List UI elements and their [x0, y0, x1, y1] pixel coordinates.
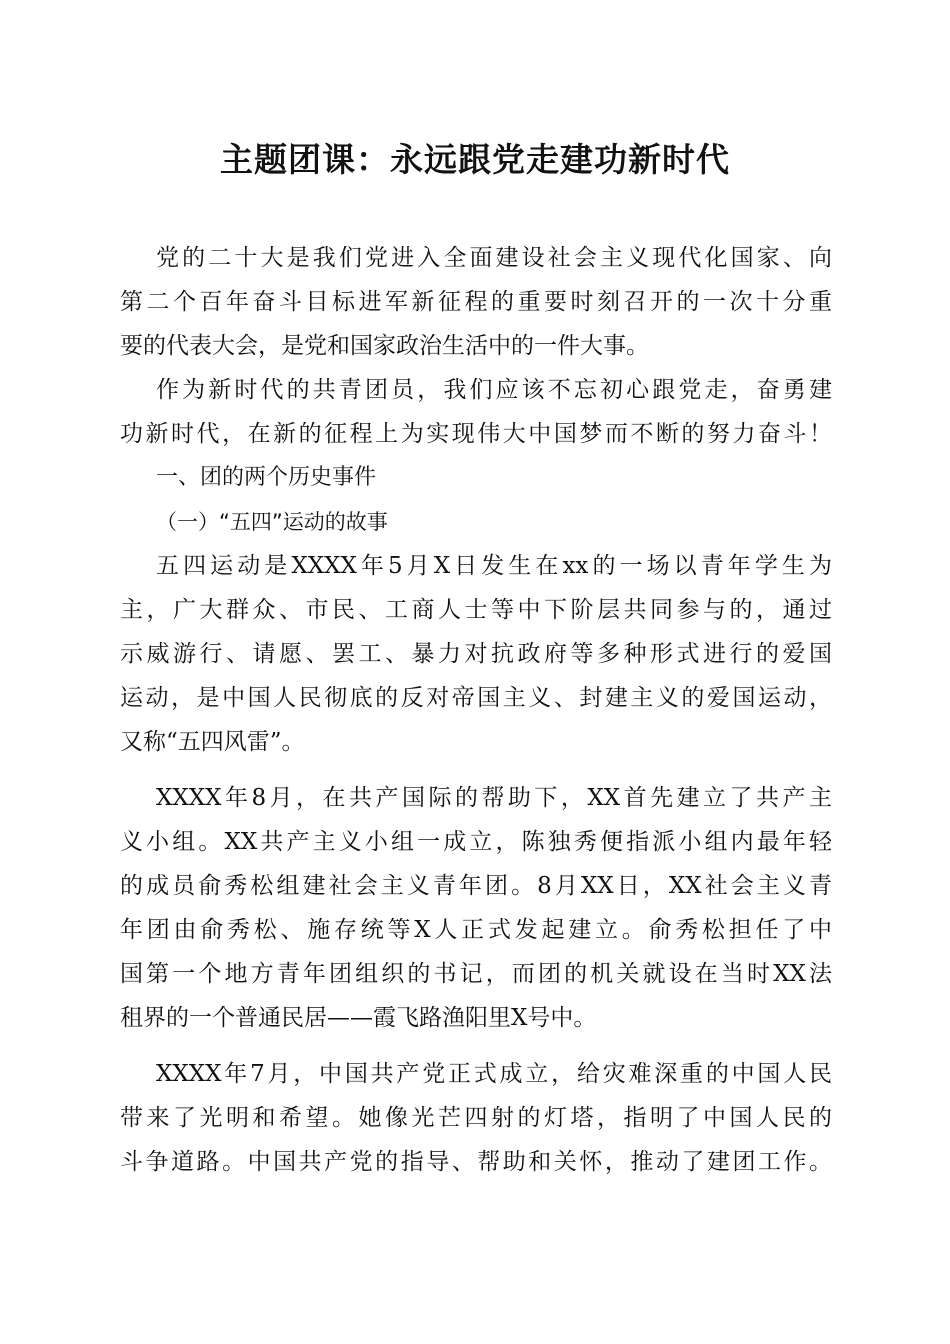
paragraph-may-fourth — [120, 544, 832, 764]
text-line: 第二个百年奋斗目标进军新征程的重要时刻召开的一次十分重 — [120, 289, 832, 315]
text-line: 又称“五四风雷”。 — [120, 729, 305, 755]
text-line: 主，广大群众、市民、工商人士等中下阶层共同参与的，通过 — [120, 597, 832, 623]
text-line: 示威游行、请愿、罢工、暴力对抗政府等多种形式进行的爱国 — [120, 641, 832, 667]
text-line: 义小组。XX共产主义小组一成立，陈独秀便指派小组内最年轻 — [120, 829, 832, 855]
text-line: 功新时代，在新的征程上为实现伟大中国梦而不断的努力奋斗！ — [120, 421, 832, 447]
paragraph-youth-league — [120, 776, 832, 1040]
text-line: 的成员俞秀松组建社会主义青年团。8月XX日，XX社会主义青 — [120, 873, 832, 899]
text-line: 党的二十大是我们党进入全面建设社会主义现代化国家、向 — [156, 245, 832, 271]
text-line: 作为新时代的共青团员，我们应该不忘初心跟党走，奋勇建 — [156, 377, 832, 403]
section-heading: 一、团的两个历史事件 — [156, 465, 377, 490]
text-line: 五四运动是XXXX年5月X日发生在xx的一场以青年学生为 — [156, 553, 832, 579]
document-title: 主题团课：永远跟党走建功新时代 — [220, 140, 730, 179]
text-line: 要的代表大会，是党和国家政治生活中的一件大事。 — [120, 333, 649, 359]
text-line: 年团由俞秀松、施存统等X人正式发起建立。俞秀松担任了中 — [120, 917, 832, 943]
paragraph-intro — [120, 236, 832, 368]
text-line: 运动，是中国人民彻底的反对帝国主义、封建主义的爱国运动， — [120, 685, 832, 711]
text-line: 国第一个地方青年团组织的书记，而团的机关就设在当时XX法 — [120, 961, 832, 987]
text-line: 租界的一个普通民居——霞飞路渔阳里X号中。 — [120, 1005, 597, 1031]
text-line: XXXX年8月，在共产国际的帮助下，XX首先建立了共产主 — [156, 785, 832, 811]
subsection-heading: （一）“五四”运动的故事 — [156, 510, 388, 534]
document-body — [120, 236, 832, 1184]
text-line: XXXX年7月，中国共产党正式成立，给灾难深重的中国人民 — [156, 1061, 832, 1087]
paragraph-call — [120, 368, 832, 456]
paragraph-party-founding — [120, 1052, 832, 1184]
text-line: 斗争道路。中国共产党的指导、帮助和关怀，推动了建团工作。 — [120, 1149, 832, 1175]
text-line: 带来了光明和希望。她像光芒四射的灯塔，指明了中国人民的 — [120, 1105, 832, 1131]
